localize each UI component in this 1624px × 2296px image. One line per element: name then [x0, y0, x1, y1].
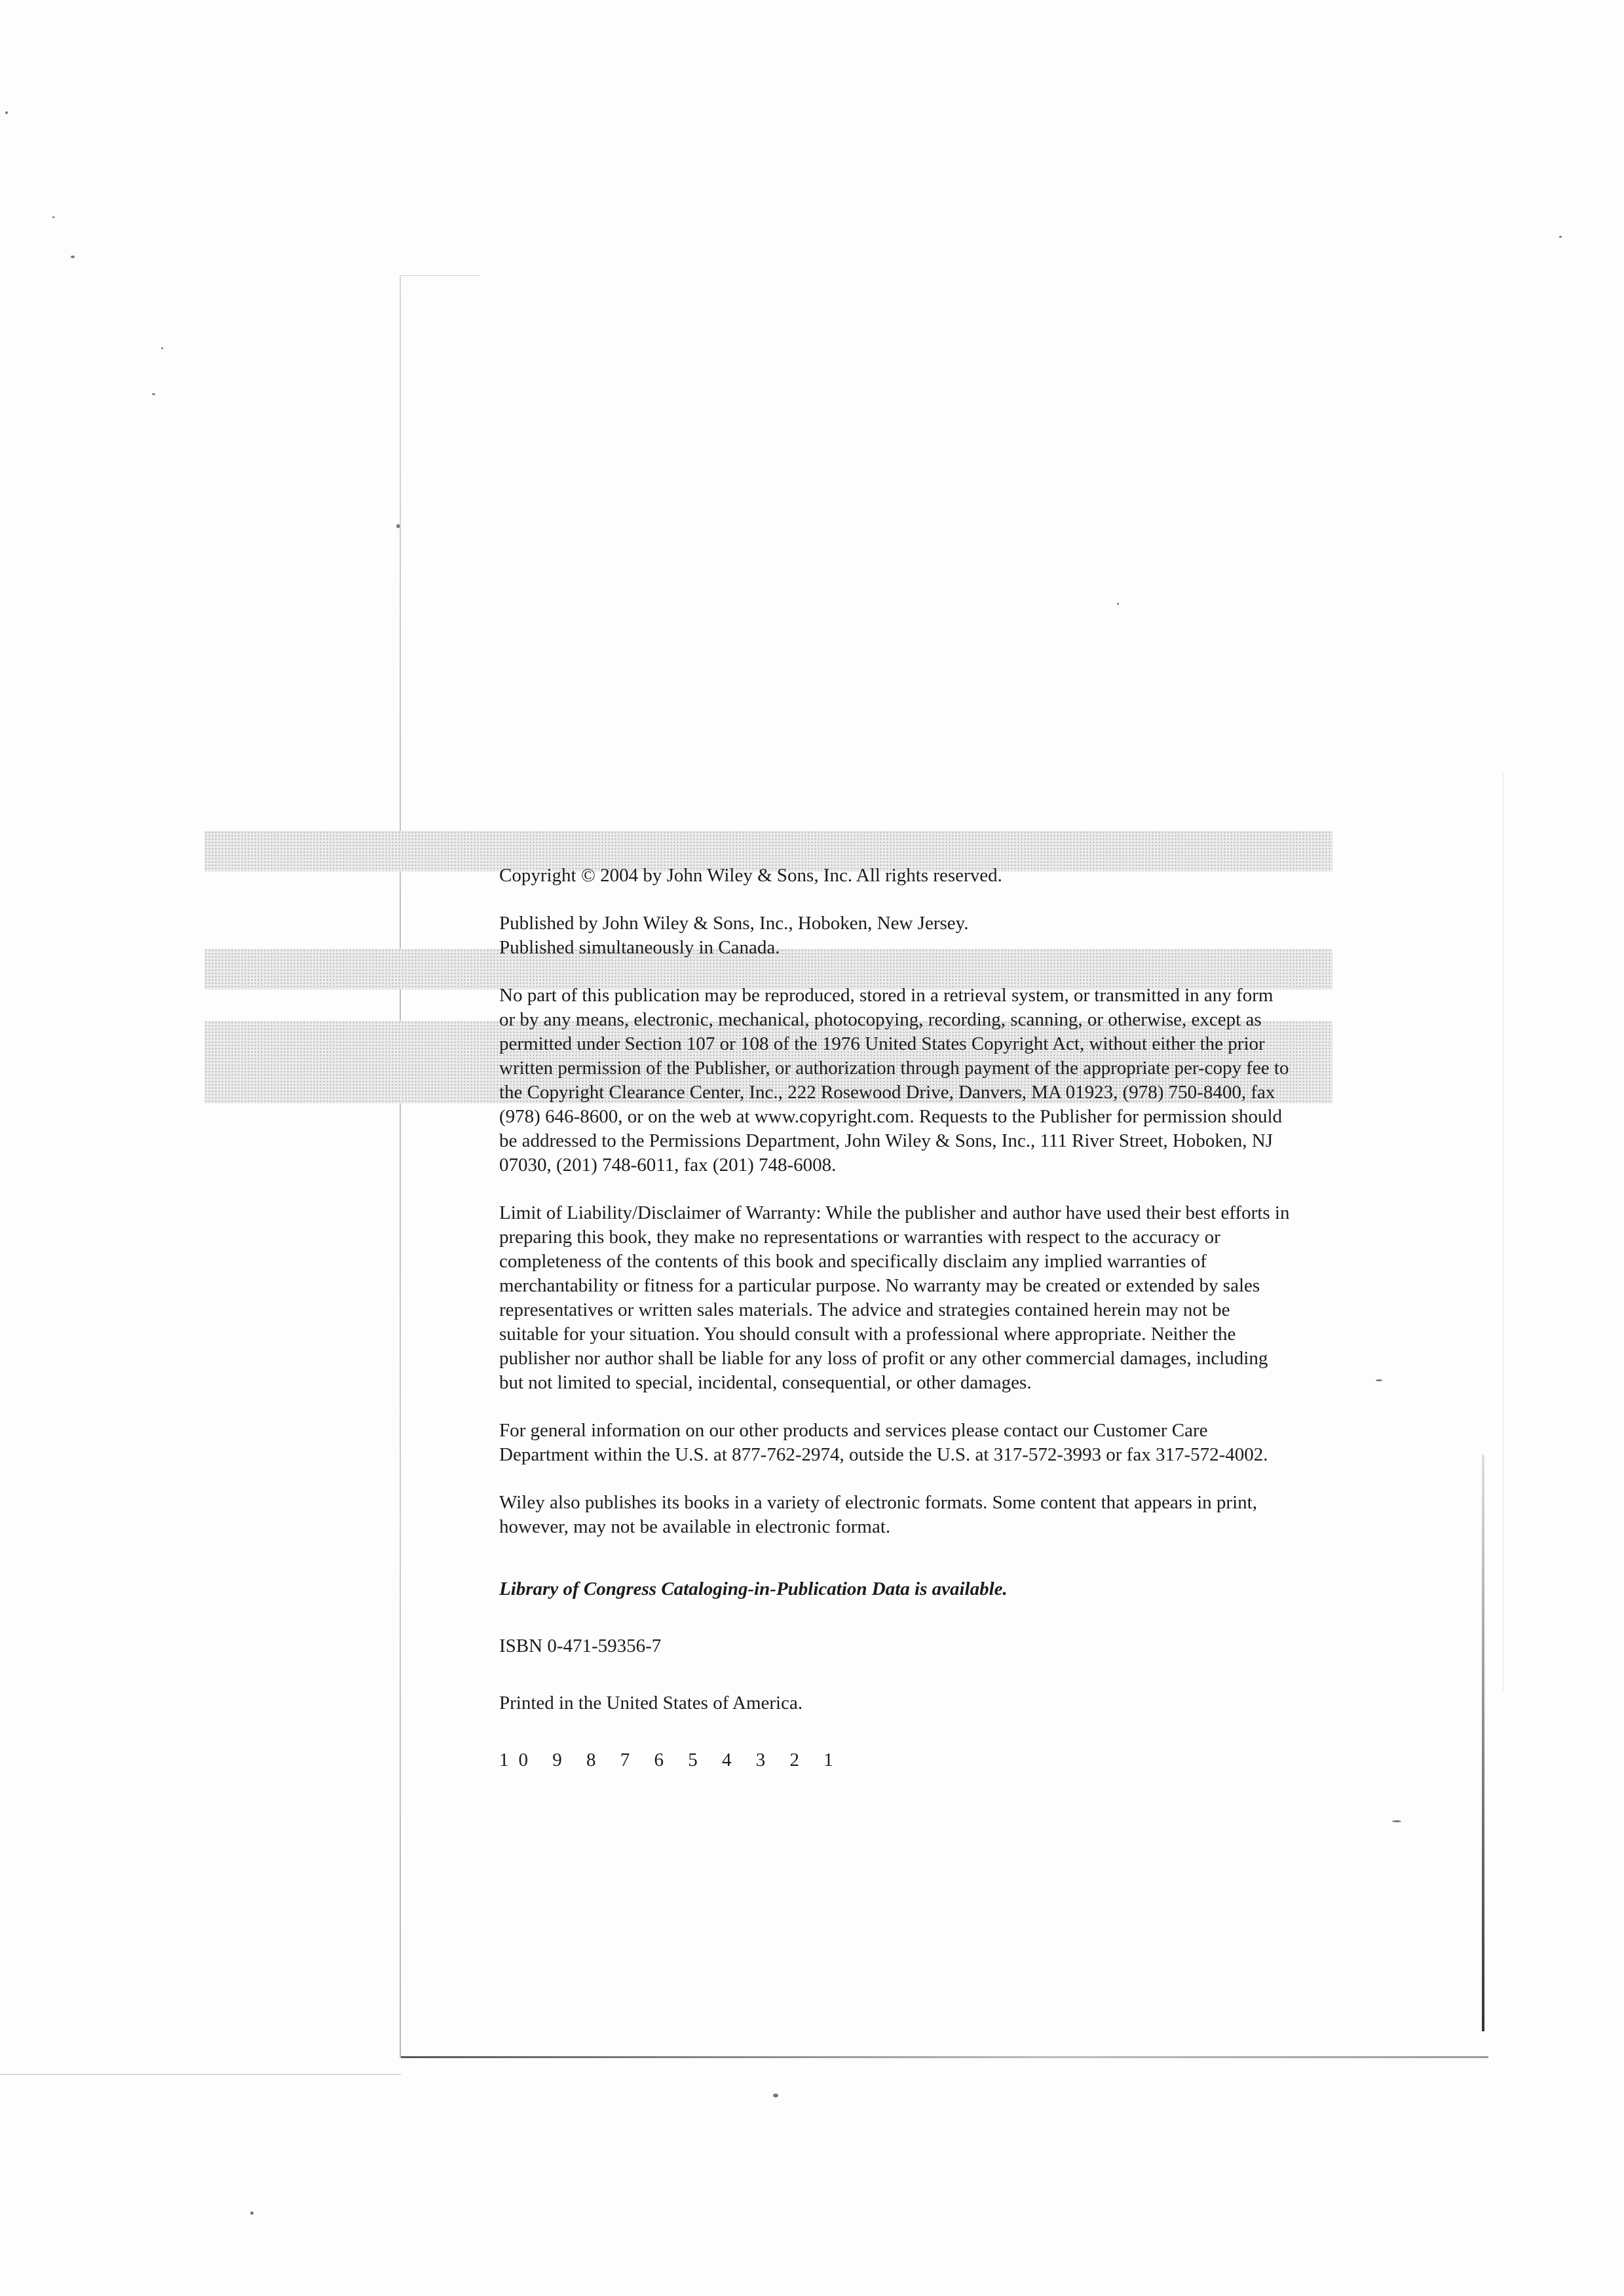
permissions-line: or by any means, electronic, mechanical, photocopying, recording, scanning, or otherwise, except as: [499, 1009, 1262, 1030]
permissions-line: permitted under Section 107 or 108 of the 1976 United States Copyright Act, without either the prior: [499, 1033, 1265, 1054]
copyright-notice: Copyright © 2004 by John Wiley & Sons, Inc. All rights reserved.: [499, 865, 1002, 886]
scan-frame-top-edge: [401, 275, 480, 276]
electronic-formats-line: Wiley also publishes its books in a variety of electronic formats. Some content that appears in print,: [499, 1492, 1257, 1513]
disclaimer-line: completeness of the contents of this book and specifically disclaim any implied warranties of: [499, 1251, 1207, 1272]
scan-speck: [161, 347, 163, 349]
scan-frame-bottom-extension: [0, 2074, 401, 2075]
scan-speck: [71, 256, 75, 258]
publisher-notice: Published by John Wiley & Sons, Inc., Hoboken, New Jersey.: [499, 913, 969, 934]
print-run-numbers: 10 9 8 7 6 5 4 3 2 1: [499, 1750, 843, 1770]
printed-in-notice: Printed in the United States of America.: [499, 1693, 803, 1713]
disclaimer-line: suitable for your situation. You should consult with a professional where appropriate. Neither the: [499, 1324, 1236, 1345]
scan-frame-right-edge: [1482, 1455, 1484, 2031]
permissions-line: (978) 646-8600, or on the web at www.copyright.com. Requests to the Publisher for permission should: [499, 1106, 1283, 1127]
scan-speck: [52, 216, 54, 218]
canada-notice: Published simultaneously in Canada.: [499, 937, 780, 958]
disclaimer-line: but not limited to special, incidental, consequential, or other damages.: [499, 1372, 1032, 1393]
scan-frame-bottom-edge: [401, 2056, 1488, 2058]
disclaimer-line: Limit of Liability/Disclaimer of Warranty: While the publisher and author have used their best efforts in: [499, 1202, 1290, 1223]
permissions-line: the Copyright Clearance Center, Inc., 222 Rosewood Drive, Danvers, MA 01923, (978) 750-8400, fax: [499, 1082, 1275, 1103]
disclaimer-line: preparing this book, they make no representations or warranties with respect to the accuracy or: [499, 1227, 1220, 1248]
isbn: ISBN 0-471-59356-7: [499, 1636, 662, 1656]
permissions-line: 07030, (201) 748-6011, fax (201) 748-6008.: [499, 1155, 837, 1176]
permissions-line: written permission of the Publisher, or authorization through payment of the appropriate per-copy fee to: [499, 1058, 1289, 1079]
general-info-line: Department within the U.S. at 877-762-2974, outside the U.S. at 317-572-3993 or fax 317-572-4002.: [499, 1444, 1268, 1465]
disclaimer-line: merchantability or fitness for a particular purpose. No warranty may be created or extended by sales: [499, 1275, 1260, 1296]
scan-speck: [1392, 1820, 1401, 1822]
scan-speck: [773, 2094, 778, 2097]
library-of-congress-notice: Library of Congress Cataloging-in-Publication Data is available.: [499, 1578, 1008, 1599]
scan-speck: [5, 111, 8, 114]
electronic-formats-line: however, may not be available in electronic format.: [499, 1516, 891, 1537]
scan-speck: [1559, 236, 1562, 238]
general-info-line: For general information on our other products and services please contact our Customer Care: [499, 1420, 1208, 1441]
scan-speck: [250, 2211, 254, 2215]
scan-speck: [152, 393, 155, 395]
disclaimer-paragraph: [499, 1201, 1384, 1395]
copyright-page-content: [499, 864, 1384, 1796]
scan-frame-left-edge: [400, 275, 401, 2057]
scan-speck: [1117, 603, 1119, 605]
permissions-paragraph: [499, 984, 1384, 1177]
disclaimer-line: representatives or written sales materials. The advice and strategies contained herein may not be: [499, 1299, 1230, 1320]
general-info-paragraph: [499, 1419, 1384, 1467]
electronic-formats-paragraph: [499, 1491, 1384, 1539]
disclaimer-line: publisher nor author shall be liable for any loss of profit or any other commercial damages, including: [499, 1348, 1268, 1369]
permissions-line: be addressed to the Permissions Department, John Wiley & Sons, Inc., 111 River Street, Hoboken, NJ: [499, 1130, 1273, 1151]
permissions-line: No part of this publication may be reproduced, stored in a retrieval system, or transmitted in any form: [499, 985, 1274, 1006]
